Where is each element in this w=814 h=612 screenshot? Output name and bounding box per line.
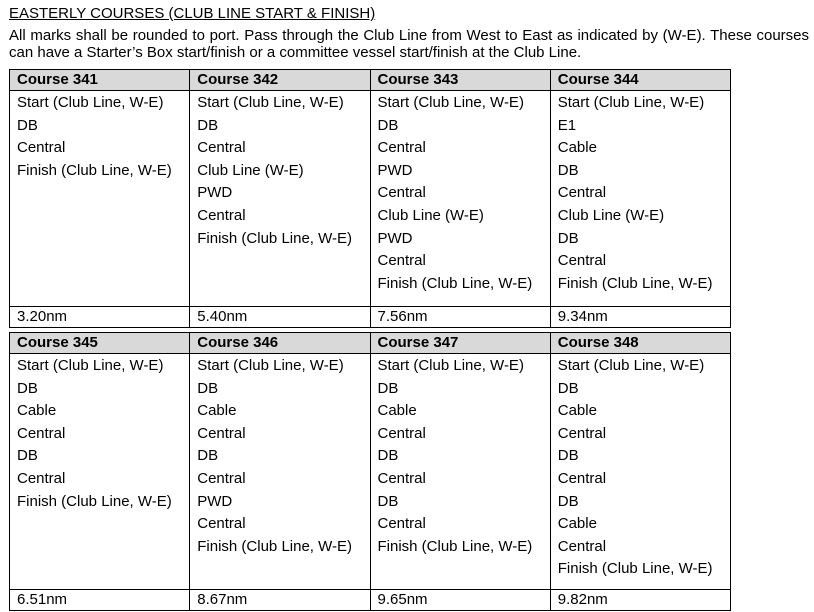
course-mark: Central [557, 469, 607, 487]
course-mark: Finish (Club Line, W-E) [557, 274, 713, 292]
course-mark: Start (Club Line, W-E) [377, 94, 524, 111]
course-mark: DB [377, 447, 399, 465]
course-mark: Cable [557, 402, 597, 420]
course-mark: DB [197, 116, 219, 134]
course-mark: Finish (Club Line, W-E) [377, 537, 533, 555]
course-mark: DB [377, 492, 399, 510]
course-distance: 9.65nm [370, 590, 550, 611]
course-mark: DB [557, 447, 579, 465]
course-marks-cell [550, 354, 730, 590]
course-distance: 8.67nm [190, 590, 370, 611]
course-mark: Central [557, 252, 607, 270]
course-mark: Central [197, 206, 246, 224]
course-mark: DB [197, 379, 219, 397]
course-mark: Central [377, 424, 426, 442]
course-mark: Finish (Club Line, W-E) [17, 161, 172, 179]
course-mark: Central [557, 424, 607, 442]
course-marks-cell [190, 354, 370, 590]
courses-table-345-348 [9, 332, 731, 611]
course-distance: 5.40nm [190, 307, 370, 328]
course-name: Course 343 [370, 70, 550, 91]
course-mark: Central [197, 515, 246, 533]
course-name: Course 341 [10, 70, 190, 91]
course-marks-cell [10, 91, 190, 307]
course-mark: Finish (Club Line, W-E) [197, 229, 353, 247]
course-mark: PWD [197, 492, 233, 510]
course-mark: Finish (Club Line, W-E) [557, 560, 713, 578]
course-marks-cell [190, 91, 370, 307]
courses-table-341-344 [9, 69, 731, 328]
course-mark: Cable [197, 402, 237, 420]
course-mark: Central [17, 139, 66, 157]
course-marks-cell [370, 354, 550, 590]
course-mark: Cable [17, 402, 57, 420]
course-mark: Start (Club Line, W-E) [557, 357, 705, 374]
course-mark: Start (Club Line, W-E) [197, 357, 344, 374]
course-mark: DB [557, 229, 579, 247]
course-mark: Central [17, 424, 66, 442]
course-distance-row [10, 590, 731, 611]
course-mark: Central [17, 469, 66, 487]
course-mark: Finish (Club Line, W-E) [377, 274, 533, 292]
course-mark: Finish (Club Line, W-E) [17, 492, 172, 510]
course-distance-row [10, 307, 731, 328]
course-marks-cell [370, 91, 550, 307]
course-mark: DB [557, 379, 579, 397]
course-mark: Central [377, 515, 426, 533]
course-name: Course 345 [10, 333, 190, 354]
course-mark: E1 [557, 116, 577, 134]
course-mark: Club Line (W-E) [377, 206, 484, 224]
course-mark: DB [377, 116, 399, 134]
course-mark: Central [197, 469, 246, 487]
course-distance: 6.51nm [10, 590, 190, 611]
course-name: Course 348 [550, 333, 730, 354]
course-mark: Cable [377, 402, 417, 420]
course-mark: Start (Club Line, W-E) [17, 357, 164, 374]
course-name: Course 342 [190, 70, 370, 91]
course-name: Course 346 [190, 333, 370, 354]
course-mark: Finish (Club Line, W-E) [197, 537, 353, 555]
course-header-row [10, 333, 731, 354]
course-mark: Start (Club Line, W-E) [377, 357, 524, 374]
course-distance: 9.34nm [550, 307, 730, 328]
course-mark: Central [197, 424, 246, 442]
course-mark: DB [557, 492, 579, 510]
course-mark: Start (Club Line, W-E) [197, 94, 344, 111]
course-marks-row [10, 91, 731, 307]
course-mark: PWD [377, 229, 413, 247]
course-mark: Central [557, 537, 607, 555]
course-mark: DB [17, 447, 38, 465]
course-distance: 3.20nm [10, 307, 190, 328]
course-mark: DB [17, 379, 38, 397]
course-name: Course 347 [370, 333, 550, 354]
course-mark: Central [377, 139, 426, 157]
course-name: Course 344 [550, 70, 730, 91]
page-heading: EASTERLY COURSES (CLUB LINE START & FINISH) [9, 5, 376, 22]
course-mark: Start (Club Line, W-E) [17, 94, 164, 111]
course-mark: PWD [197, 184, 233, 202]
course-distance: 7.56nm [370, 307, 550, 328]
course-marks-cell [10, 354, 190, 590]
course-mark: DB [557, 161, 579, 179]
course-marks-row [10, 354, 731, 590]
course-mark: Central [377, 252, 426, 270]
course-mark: DB [17, 116, 38, 134]
course-header-row [10, 70, 731, 91]
course-mark: Central [557, 184, 607, 202]
course-mark: Central [197, 139, 246, 157]
intro-paragraph: All marks shall be rounded to port. Pass through the Club Line from West to East as indicated by (W-E). These courses can have a Starter’s Box start/finish or a committee vessel start/finish at the Club Line. [9, 27, 809, 61]
course-mark: Central [377, 184, 426, 202]
course-mark: PWD [377, 161, 413, 179]
course-mark: Cable [557, 515, 597, 533]
course-mark: Start (Club Line, W-E) [557, 94, 705, 111]
course-mark: DB [197, 447, 219, 465]
course-mark: Cable [557, 139, 597, 157]
course-mark: Central [377, 469, 426, 487]
course-mark: DB [377, 379, 399, 397]
course-distance: 9.82nm [550, 590, 730, 611]
course-mark: Club Line (W-E) [557, 206, 665, 224]
course-mark: Club Line (W-E) [197, 161, 304, 179]
course-marks-cell [550, 91, 730, 307]
